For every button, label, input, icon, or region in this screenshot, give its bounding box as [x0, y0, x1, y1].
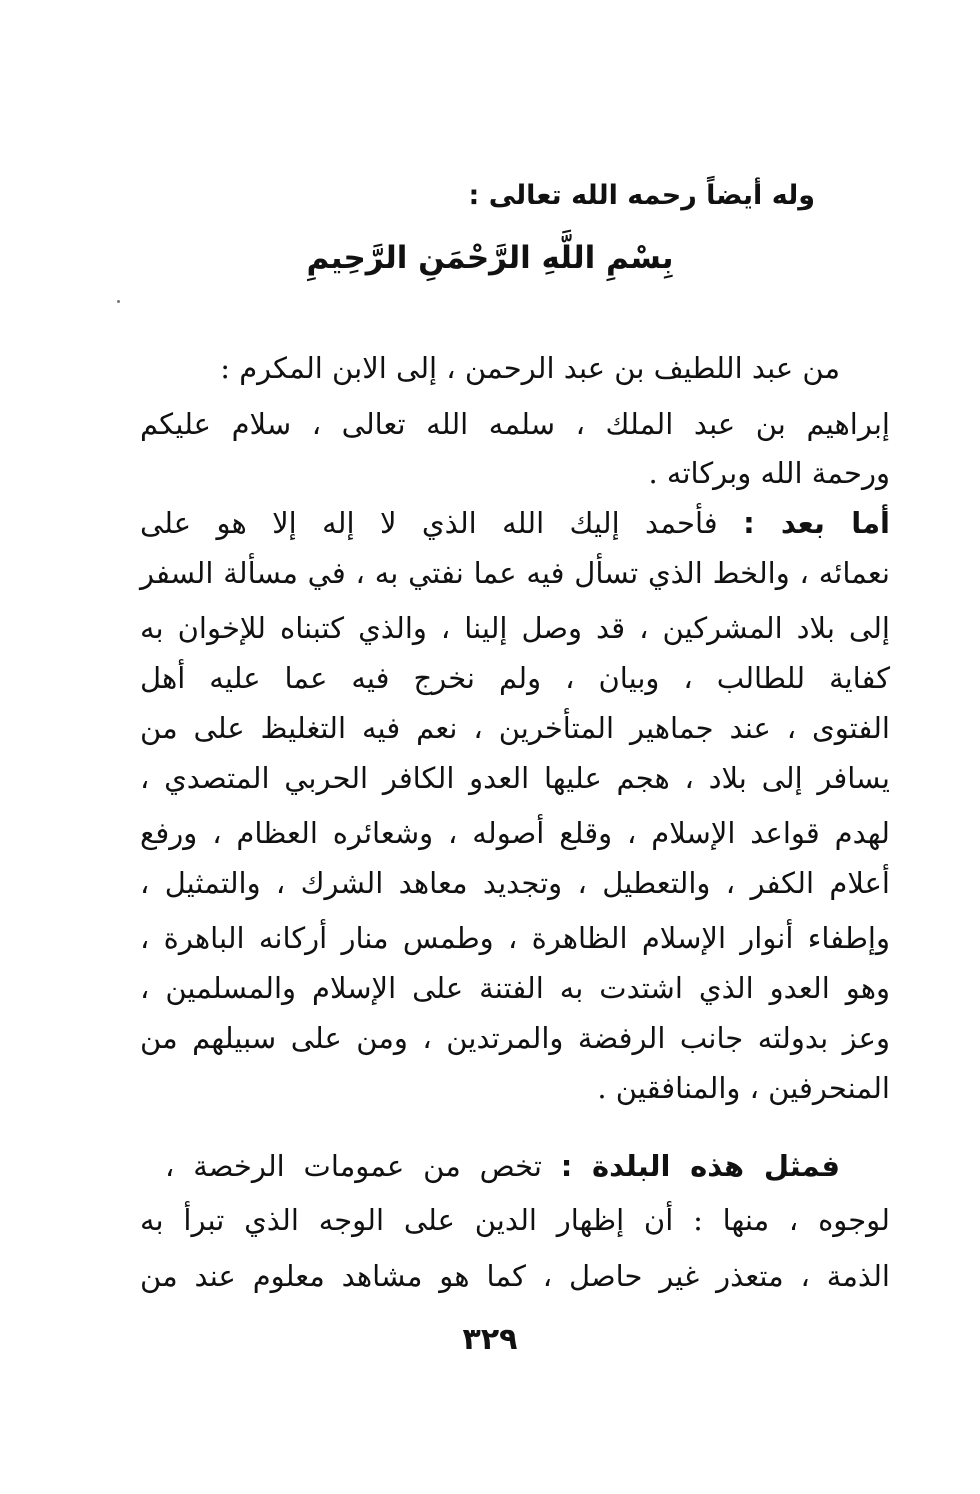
paragraph-lead: فمثل هذه البلدة : [560, 1149, 840, 1183]
text-line: أعلام الكفر ، والتعطيل ، وتجديد معاهد الشرك ، والتمثيل ، [140, 866, 890, 900]
text-line: ورحمة الله وبركاته . [648, 456, 890, 490]
text-run: فأحمد إليك الله الذي لا إله إلا هو على [140, 506, 718, 540]
text-line: من عبد اللطيف بن عبد الرحمن ، إلى الابن المكرم : [220, 351, 840, 385]
section-heading: وله أيضاً رحمه الله تعالى : [468, 180, 815, 211]
text-line: يسافر إلى بلاد ، هجم عليها العدو الكافر الحربي المتصدي ، [140, 761, 890, 795]
text-line: وعز بدولته جانب الرفضة والمرتدين ، ومن على سبيلهم من [140, 1021, 890, 1055]
text-line: كفاية للطالب ، وبيان ، ولم نخرج فيه عما عليه أهل [140, 661, 890, 695]
text-line: وهو العدو الذي اشتدت به الفتنة على الإسلام والمسلمين ، [140, 971, 890, 1005]
text-line: الذمة ، متعذر غير حاصل ، كما هو مشاهد معلوم عند من [140, 1259, 890, 1293]
text-run: تخص من عمومات الرخصة ، [165, 1149, 542, 1183]
basmala: بِسْمِ اللَّهِ الرَّحْمَنِ الرَّحِيمِ [306, 240, 674, 276]
text-line: وإطفاء أنوار الإسلام الظاهرة ، وطمس منار أركانه الباهرة ، [140, 921, 890, 955]
text-line: لوجوه ، منها : أن إظهار الدين على الوجه الذي تبرأ به [140, 1203, 890, 1237]
text-line: إلى بلاد المشركين ، قد وصل إلينا ، والذي كتبناه للإخوان به [140, 611, 890, 645]
text-line [165, 1138, 840, 1194]
text-line: نعمائه ، والخط الذي تسأل فيه عما نفتي به ، في مسألة السفر [140, 556, 890, 590]
text-line: المنحرفين ، والمنافقين . [597, 1071, 890, 1105]
text-line: إبراهيم بن عبد الملك ، سلمه الله تعالى ، سلام عليكم [140, 407, 890, 441]
scan-speck [117, 300, 120, 303]
page-number: ٣٢٩ [462, 1322, 518, 1357]
text-line: الفتوى ، عند جماهير المتأخرين ، نعم فيه التغليظ على من [140, 711, 890, 745]
text-line: لهدم قواعد الإسلام ، وقلع أصوله ، وشعائره العظام ، ورفع [140, 816, 890, 850]
paragraph-lead: أما بعد : [743, 506, 891, 540]
text-line [140, 495, 890, 551]
